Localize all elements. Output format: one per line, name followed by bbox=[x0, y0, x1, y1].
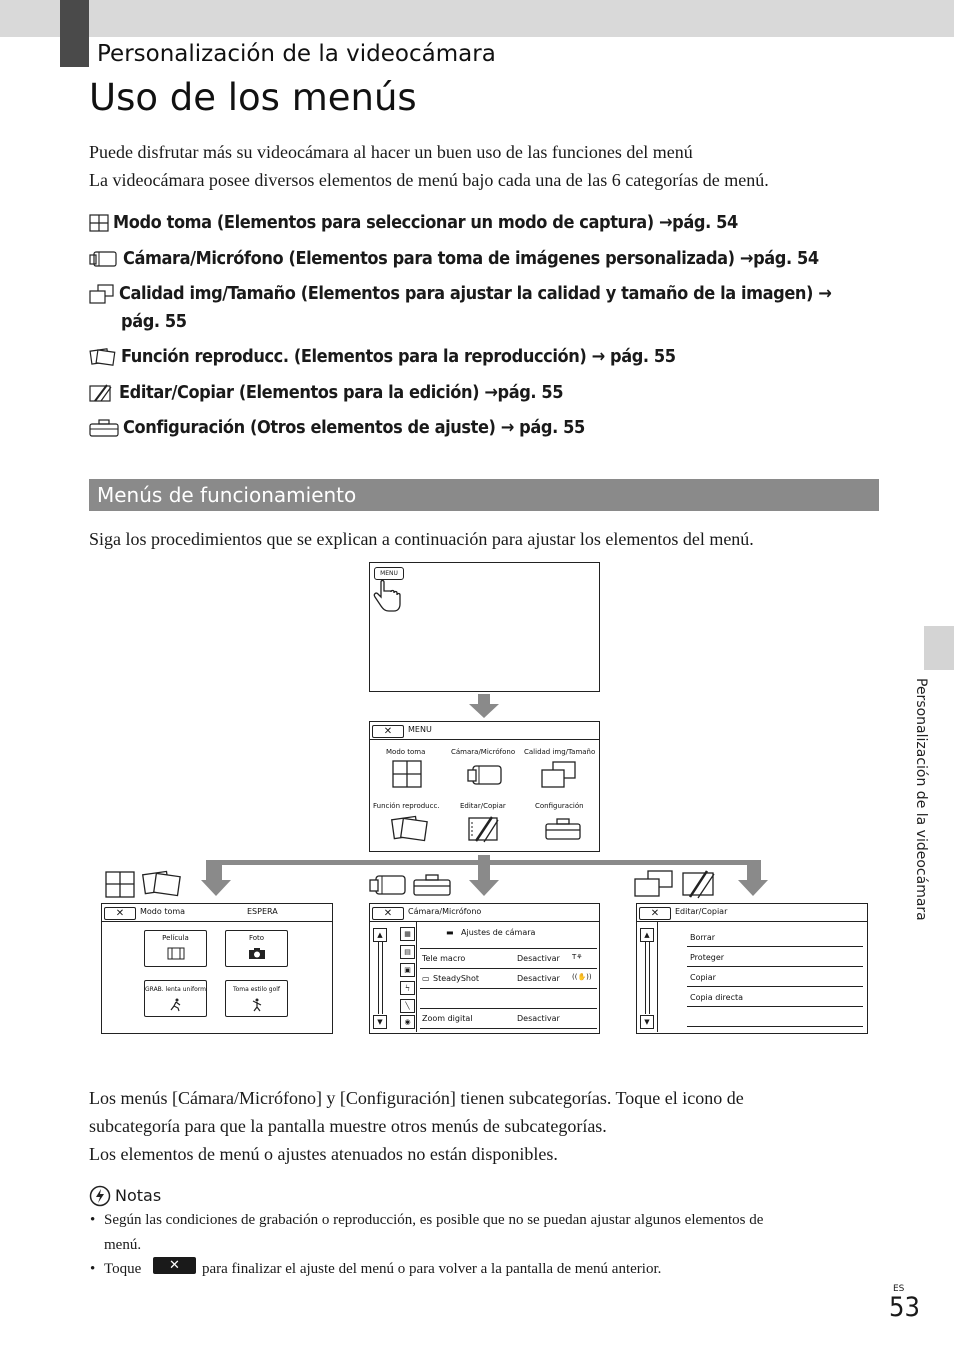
modo-toma-screen bbox=[101, 903, 333, 1034]
subcategory-title: Ajustes de cámara bbox=[461, 928, 536, 937]
subcategory-settings-icon[interactable]: ◉ bbox=[400, 1015, 415, 1029]
menu-row-tele-macro[interactable] bbox=[420, 950, 597, 969]
camera-icon bbox=[248, 947, 266, 960]
screen-title: Cámara/Micrófono bbox=[408, 907, 482, 916]
menu-screen-title: MENU bbox=[408, 725, 432, 734]
playback-icon bbox=[141, 869, 183, 899]
close-button[interactable]: ✕ bbox=[372, 907, 404, 920]
arrow-down-icon bbox=[469, 855, 499, 896]
menu-row-empty[interactable] bbox=[420, 990, 597, 1009]
screen-title: Editar/Copiar bbox=[675, 907, 728, 916]
divider bbox=[416, 922, 417, 1032]
arrow-down-icon bbox=[469, 694, 499, 718]
close-button-inline: ✕ bbox=[153, 1257, 196, 1274]
subcategory-mic-icon[interactable]: ╲ bbox=[400, 999, 415, 1013]
note-1-line-2: menú. bbox=[104, 1237, 142, 1253]
notes-icon bbox=[89, 1185, 111, 1207]
menu-row-zoom-digital[interactable] bbox=[420, 1010, 597, 1029]
grid-icon[interactable] bbox=[392, 760, 422, 788]
section-title: Menús de funcionamiento bbox=[97, 483, 357, 507]
menu-item-reproducc-label: Función reproducc. bbox=[373, 802, 440, 810]
close-button[interactable]: ✕ bbox=[639, 907, 671, 920]
row-label: SteadyShot bbox=[433, 974, 480, 983]
scrollbar-track[interactable] bbox=[645, 942, 650, 1014]
subcategory-face-icon[interactable]: ▤ bbox=[400, 945, 415, 959]
edit-copy-icon bbox=[682, 869, 718, 899]
category-calidad-img[interactable] bbox=[89, 283, 831, 304]
scroll-up-button[interactable]: ▲ bbox=[640, 928, 654, 942]
status-text: ESPERA bbox=[247, 907, 278, 916]
divider bbox=[370, 921, 599, 922]
divider bbox=[102, 921, 332, 922]
scroll-down-button[interactable]: ▼ bbox=[373, 1015, 387, 1029]
edit-copy-icon[interactable] bbox=[468, 814, 502, 844]
camara-microfono-screen bbox=[369, 903, 600, 1034]
menu-row-borrar[interactable] bbox=[687, 928, 863, 947]
language-code: ES bbox=[893, 1284, 905, 1294]
menu-row-proteger[interactable] bbox=[687, 948, 863, 967]
notes-title: Notas bbox=[115, 1186, 162, 1205]
header-band bbox=[0, 0, 954, 37]
steadyshot-off-icon: ((✋)) bbox=[572, 973, 592, 981]
bullet-icon: • bbox=[90, 1261, 96, 1277]
grid-icon bbox=[89, 214, 109, 232]
golf-icon bbox=[250, 998, 264, 1012]
category-calidad-img-page bbox=[121, 311, 187, 332]
menu-item-camara-label: Cámara/Micrófono bbox=[451, 748, 516, 756]
category-editar-copiar[interactable] bbox=[89, 382, 563, 403]
toma-golf-button[interactable] bbox=[225, 980, 288, 1017]
button-label: GRAB. lenta uniform bbox=[145, 986, 206, 993]
camera-mic-icon bbox=[89, 250, 119, 268]
finger-touch-icon bbox=[372, 579, 402, 613]
grid-icon bbox=[105, 871, 135, 898]
scroll-down-button[interactable]: ▼ bbox=[640, 1015, 654, 1029]
close-button[interactable]: ✕ bbox=[104, 907, 136, 920]
row-value: Desactivar bbox=[517, 1014, 560, 1023]
camera-settings-icon: ▬ bbox=[446, 928, 454, 937]
divider bbox=[370, 739, 599, 740]
subcategory-camera-icon[interactable]: ▦ bbox=[400, 927, 415, 941]
bullet-icon: • bbox=[90, 1212, 96, 1228]
page-number: 53 bbox=[889, 1292, 920, 1323]
side-chapter-label: Personalización de la videocámara bbox=[913, 678, 929, 921]
row-label: Tele macro bbox=[422, 954, 466, 963]
image-quality-icon bbox=[634, 870, 674, 898]
category-label-continued: pág. 55 bbox=[121, 311, 187, 332]
button-label: Toma estilo golf bbox=[232, 986, 281, 993]
body-para-1-line-1: Los menús [Cámara/Micrófono] y [Configuración] tienen subcategorías. Toque el icono de bbox=[89, 1088, 744, 1108]
intro-line-1: Puede disfrutar más su videocámara al hacer un buen uso de las funciones del menú bbox=[89, 142, 693, 162]
button-label: Foto bbox=[248, 934, 265, 942]
edit-copy-icon bbox=[89, 383, 115, 403]
page-title: Uso de los menús bbox=[89, 76, 417, 119]
image-quality-icon[interactable] bbox=[541, 761, 577, 789]
section-instruction: Siga los procedimientos que se explican a continuación para ajustar los elementos del menú. bbox=[89, 529, 754, 549]
screen-title: Modo toma bbox=[140, 907, 186, 916]
chapter-title: Personalización de la videocámara bbox=[97, 41, 496, 67]
scrollbar-track[interactable] bbox=[378, 942, 383, 1014]
divider bbox=[420, 948, 597, 949]
row-value: Desactivar bbox=[517, 974, 560, 983]
initial-screen bbox=[369, 562, 600, 692]
row-label: Proteger bbox=[690, 953, 725, 962]
menu-item-editar-label: Editar/Copiar bbox=[460, 802, 506, 810]
row-value: Desactivar bbox=[517, 954, 560, 963]
arrow-down-icon bbox=[738, 862, 768, 896]
editar-copiar-screen bbox=[636, 903, 868, 1034]
steadyshot-icon: ▭ bbox=[422, 974, 430, 983]
row-label: Copia directa bbox=[690, 993, 743, 1002]
body-para-2: Los elementos de menú o ajustes atenuados no están disponibles. bbox=[89, 1144, 558, 1164]
divider bbox=[657, 922, 658, 1032]
tele-macro-off-icon: T⚘ bbox=[572, 953, 583, 961]
intro-line-2: La videocámara posee diversos elementos de menú bajo cada una de las 6 categorías de menú. bbox=[89, 170, 769, 190]
row-label: Borrar bbox=[690, 933, 716, 942]
arrow-down-icon bbox=[201, 862, 231, 896]
pelicula-button[interactable] bbox=[144, 930, 207, 967]
toolbox-icon[interactable] bbox=[545, 818, 581, 840]
category-label: Editar/Copiar (Elementos para la edición) →pág. 55 bbox=[119, 382, 564, 403]
button-label: Película bbox=[162, 934, 189, 942]
category-configuracion[interactable] bbox=[89, 417, 585, 438]
category-label: Modo toma (Elementos para seleccionar un modo de captura) →pág. 54 bbox=[113, 212, 738, 233]
note-2-post: para finalizar el ajuste del menú o para volver a la pantalla de menú anterior. bbox=[202, 1261, 662, 1277]
subcategory-portrait-icon[interactable]: ▣ bbox=[400, 963, 415, 977]
close-button[interactable]: ✕ bbox=[372, 725, 404, 738]
film-icon bbox=[167, 947, 185, 960]
category-funcion-reproducc[interactable] bbox=[89, 346, 676, 367]
menu-button[interactable]: MENU bbox=[374, 567, 404, 580]
foto-button[interactable] bbox=[225, 930, 288, 967]
playback-icon bbox=[89, 347, 117, 367]
playback-icon[interactable] bbox=[390, 814, 430, 844]
toolbox-icon bbox=[89, 419, 119, 437]
grab-lenta-button[interactable] bbox=[144, 980, 207, 1017]
toolbox-icon bbox=[413, 874, 451, 896]
chapter-tab-marker bbox=[60, 0, 89, 67]
category-label: Cámara/Micrófono (Elementos para toma de imágenes personalizada) →pág. 54 bbox=[123, 248, 819, 269]
scroll-up-button[interactable]: ▲ bbox=[373, 928, 387, 942]
body-para-1-line-2: subcategoría para que la pantalla muestre otros menús de subcategorías. bbox=[89, 1116, 607, 1136]
menu-item-modo-toma-label: Modo toma bbox=[386, 748, 426, 756]
category-modo-toma[interactable] bbox=[89, 212, 738, 233]
camera-mic-icon bbox=[369, 874, 407, 896]
menu-row-empty[interactable] bbox=[687, 1008, 863, 1027]
camera-mic-icon[interactable] bbox=[467, 764, 503, 786]
category-label: Configuración (Otros elementos de ajuste) → pág. 55 bbox=[123, 417, 585, 438]
menu-screen bbox=[369, 721, 600, 852]
note-1-line-1: Según las condiciones de grabación o reproducción, es posible que no se puedan ajustar algunos elementos de bbox=[104, 1212, 764, 1228]
note-2-pre: Toque bbox=[104, 1261, 142, 1277]
menu-item-calidad-label: Calidad img/Tamaño bbox=[524, 748, 596, 756]
divider bbox=[637, 921, 867, 922]
side-tab-marker bbox=[924, 626, 954, 670]
menu-item-config-label: Configuración bbox=[535, 802, 584, 810]
menu-row-copia-directa[interactable] bbox=[687, 988, 863, 1007]
menu-row-copiar[interactable] bbox=[687, 968, 863, 987]
menu-row-steadyshot[interactable] bbox=[420, 970, 597, 989]
row-label: Copiar bbox=[690, 973, 716, 982]
image-quality-icon bbox=[89, 284, 115, 304]
row-label: Zoom digital bbox=[422, 1014, 473, 1023]
category-label: Función reproducc. (Elementos para la reproducción) → pág. 55 bbox=[121, 346, 676, 367]
category-camara-microfono[interactable] bbox=[89, 248, 819, 269]
subcategory-flash-icon[interactable]: ϟ bbox=[400, 981, 415, 995]
slow-motion-icon bbox=[169, 998, 183, 1012]
category-label: Calidad img/Tamaño (Elementos para ajustar la calidad y tamaño de la imagen) → bbox=[119, 283, 832, 304]
